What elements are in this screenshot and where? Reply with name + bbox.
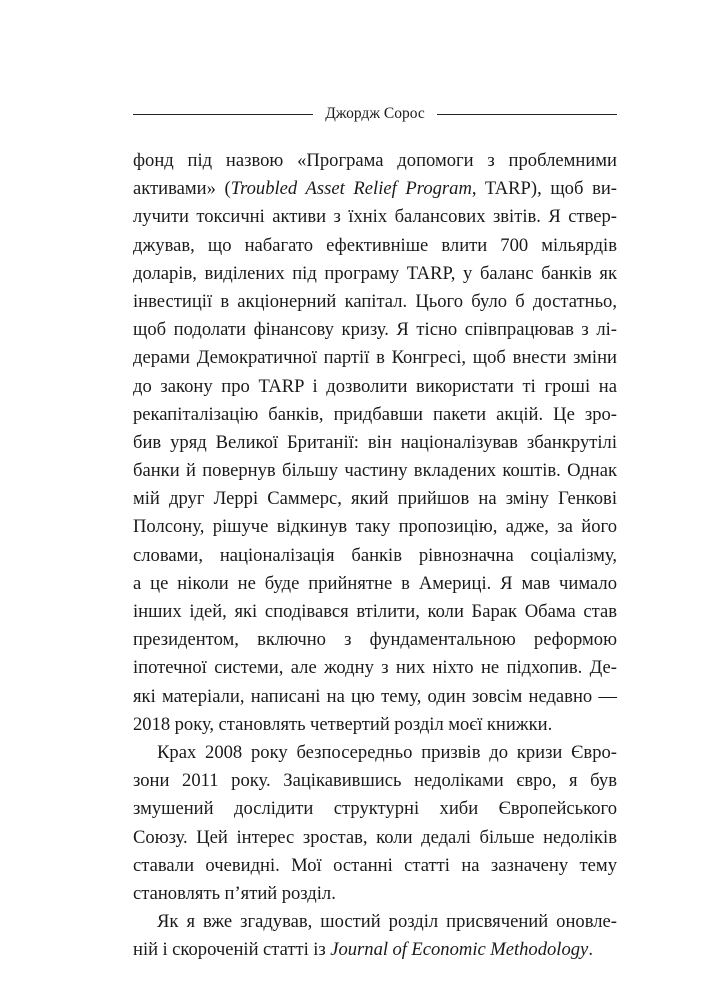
running-header: [133, 104, 617, 124]
text-segment: Полсону, рішуче відкинув таку пропозицію, адже, за його: [133, 516, 617, 538]
text-line: [133, 485, 617, 513]
text-segment: ній і скороченій статті із: [133, 939, 331, 961]
text-segment: , TARP), щоб ви-: [471, 178, 618, 200]
text-line: [133, 936, 617, 964]
text-line: [133, 626, 617, 654]
text-segment: мій друг Леррі Саммерс, який прийшов на зміну Генкові: [133, 488, 617, 510]
text-line: [133, 513, 617, 541]
text-line: [133, 880, 617, 908]
text-segment: 2018 року, становлять четвертий розділ моєї книжки.: [133, 713, 553, 735]
text-line: [133, 542, 617, 570]
text-segment: банки й повернув більшу частину вкладених коштів. Однак: [133, 460, 617, 482]
text-segment: змушений дослідити структурні хиби Європейського: [133, 798, 617, 820]
text-line: [133, 739, 617, 767]
text-line: [133, 288, 617, 316]
text-line: [133, 175, 617, 203]
text-line: [133, 654, 617, 682]
text-segment: інших ідей, які сподівався втілити, коли Барак Обама став: [133, 601, 617, 622]
text-line: [133, 852, 617, 880]
text-line: [133, 457, 617, 485]
text-line: [133, 570, 617, 598]
text-segment: Союзу. Цей інтерес зростав, коли дедалі більше недоліків: [133, 826, 617, 848]
text-line: [133, 316, 617, 344]
text-segment: які матеріали, написані на цю тему, один зовсім недавно —: [133, 685, 617, 707]
text-segment: активами» (: [133, 178, 231, 200]
text-segment: дерами Демократичної партії в Конгресі, щоб внести зміни: [133, 347, 617, 369]
text-segment: доларів, виділених під програму TARP, у баланс банків як: [133, 262, 617, 284]
header-rule-right: [437, 114, 617, 115]
text-segment: щоб подолати фінансову кризу. Я тісно співпрацював з лі-: [133, 319, 617, 341]
text-line: [133, 598, 617, 626]
text-line: [133, 683, 617, 711]
text-segment: ставали очевидні. Мої останні статті на зазначену тему: [133, 854, 617, 876]
text-line: [133, 401, 617, 429]
text-segment: а це ніколи не буде прийнятне в Америці. Я мав чимало: [133, 572, 617, 594]
text-line: [133, 795, 617, 823]
text-segment: становлять п’ятий розділ.: [133, 882, 336, 904]
text-segment: лучити токсичні активи з їхніх балансових звітів. Я ствер-: [133, 206, 617, 228]
italic-title: Journal of Economic Methodology: [330, 939, 589, 961]
text-segment: Як я вже згадував, шостий розділ присвячений оновле-: [157, 911, 617, 933]
text-segment: до закону про TARP і дозволити використати ті гроші на: [133, 375, 617, 397]
running-header-title: Джордж Сорос: [325, 105, 425, 122]
text-segment: фонд під назвою «Програма допомоги з проблемними: [133, 150, 617, 171]
text-segment: іпотечної системи, але жодну з них ніхто не підхопив. Де-: [133, 657, 617, 679]
text-line: [133, 203, 617, 231]
text-line: [133, 373, 617, 401]
text-line: [133, 429, 617, 457]
text-segment: бив уряд Великої Британії: він націоналізував збанкрутілі: [133, 431, 617, 453]
body-text: [133, 147, 617, 964]
text-segment: зони 2011 року. Зацікавившись недоліками євро, я був: [133, 770, 617, 792]
text-segment: рекапіталізацію банків, придбавши пакети акцій. Це зро-: [133, 403, 617, 425]
text-line: [133, 711, 617, 739]
text-segment: інвестиції в акціонерний капітал. Цього було б достатньо,: [133, 290, 617, 312]
text-line: [133, 147, 617, 175]
text-line: [133, 824, 617, 852]
text-segment: словами, націоналізація банків рівнозначна соціалізму,: [133, 544, 617, 566]
text-line: [133, 344, 617, 372]
text-segment: .: [588, 939, 593, 961]
header-rule-left: [133, 114, 313, 115]
text-segment: Крах 2008 року безпосередньо призвів до кризи Євро-: [157, 741, 617, 763]
text-line: [133, 908, 617, 936]
text-line: [133, 232, 617, 260]
text-line: [133, 767, 617, 795]
italic-title: Troubled Asset Relief Program: [230, 178, 472, 200]
text-line: [133, 260, 617, 288]
text-segment: президентом, включно з фундаментальною реформою: [133, 629, 617, 651]
text-segment: джував, що набагато ефективніше влити 700 мільярдів: [133, 234, 617, 256]
